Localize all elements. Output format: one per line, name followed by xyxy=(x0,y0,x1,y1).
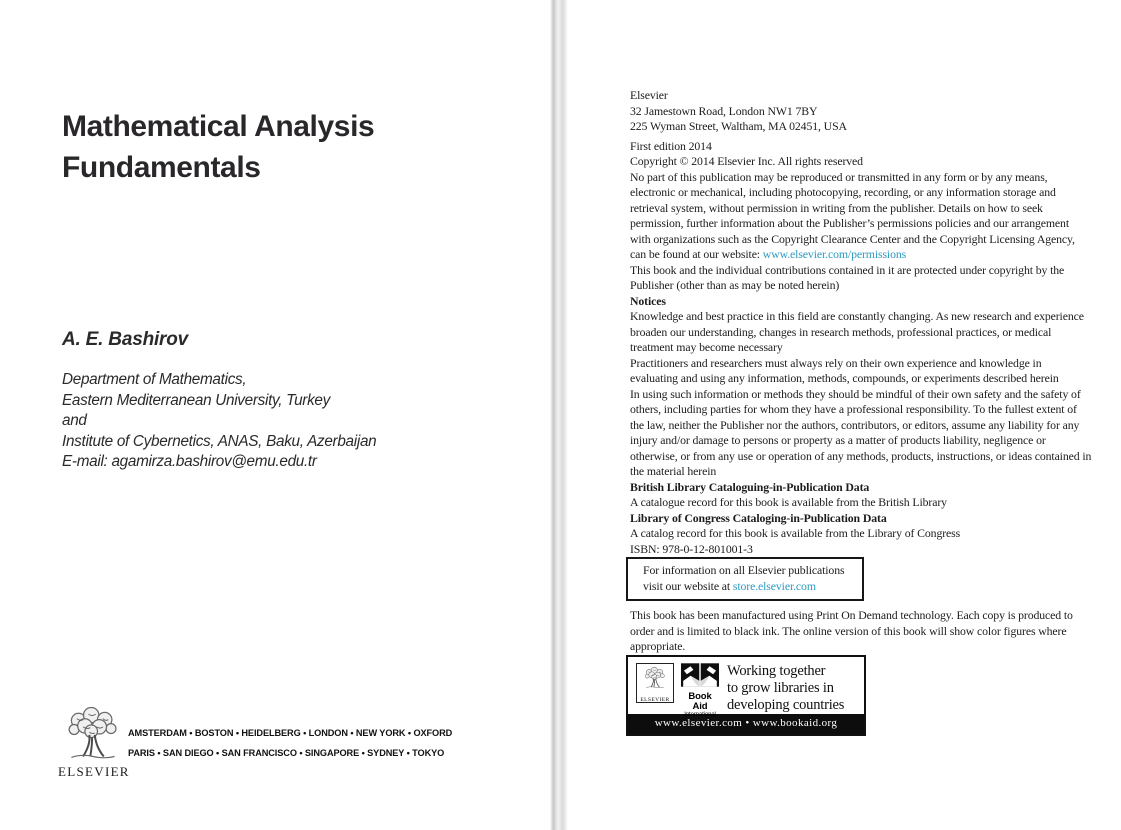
banner-slogan-line1: Working together xyxy=(727,662,826,679)
elsevier-tree-icon xyxy=(62,707,124,761)
info-box-line1: For information on all Elsevier publications xyxy=(643,563,845,577)
bookaid-logo-icon xyxy=(681,663,719,687)
british-library-text: A catalogue record for this book is available from the British Library xyxy=(630,495,947,509)
info-box-line2 xyxy=(643,579,854,595)
copyright-page xyxy=(630,88,1092,736)
author-name: A. E. Bashirov xyxy=(62,329,189,350)
author-email: E-mail: agamirza.bashirov@emu.edu.tr xyxy=(62,453,317,471)
address-line: 32 Jamestown Road, London NW1 7BY xyxy=(630,103,818,118)
affiliation-line: Institute of Cybernetics, ANAS, Baku, Azerbaijan xyxy=(62,432,377,450)
publisher-address xyxy=(630,88,1092,135)
safety-paragraph: In using such information or methods they should be mindful of their own safety and the safety of others, including parties for whom they have a professional responsibility. To the fullest extent of the law, neither the Publisher nor the authors, contributors, or editors, assume any liability for any injury and/or damage to persons or property as a matter of products liability, negligence or otherwise, or from any use or operation of any methods, products, instructions, or ideas contained in the material herein xyxy=(630,386,1092,478)
print-on-demand-note: This book has been manufactured using Print On Demand technology. Each copy is produced to order and is limited to black ink. The online version of this book will show color figures where appropriate. xyxy=(630,608,1073,653)
bookaid-banner-row xyxy=(628,657,864,714)
publisher-cities xyxy=(128,723,452,763)
bookaid-banner xyxy=(626,655,866,737)
author-block xyxy=(62,329,376,473)
page-gutter xyxy=(550,0,568,830)
info-box-line2-text: visit our website at xyxy=(643,578,733,593)
banner-slogan-line2: to grow libraries in xyxy=(727,679,834,696)
bookaid-elsevier-logo xyxy=(636,663,674,703)
isbn: ISBN: 978-0-12-801001-3 xyxy=(630,541,753,556)
permissions-link[interactable]: www.elsevier.com/permissions xyxy=(762,247,907,261)
elsevier-tree-icon xyxy=(643,667,667,689)
author-affiliation xyxy=(62,370,376,473)
book-title-line1: Mathematical Analysis xyxy=(62,110,375,143)
book-title xyxy=(62,106,374,188)
bookaid-name: Book Aid xyxy=(688,691,712,712)
copyright-notice: Copyright © 2014 Elsevier Inc. All rights reserved xyxy=(630,154,863,168)
publisher-cities-line2: PARIS • SAN DIEGO • SAN FRANCISCO • SINGAPORE • SYDNEY • TOKYO xyxy=(128,748,445,758)
affiliation-line: Eastern Mediterranean University, Turkey xyxy=(62,391,330,409)
copyright-protection-note: This book and the individual contributions contained in it are protected under copyright by the Publisher (other than as may be noted herein) xyxy=(630,262,1065,292)
affiliation-line: Department of Mathematics, xyxy=(62,371,247,388)
address-line: Elsevier xyxy=(630,88,668,102)
notices-paragraph: Knowledge and best practice in this field are constantly changing. As new research and experience broaden our understanding, changes in research methods, professional practices, or medical treatment may become necessary xyxy=(630,309,1084,354)
publisher-cities-line1: AMSTERDAM • BOSTON • HEIDELBERG • LONDON • NEW YORK • OXFORD xyxy=(128,728,453,738)
practitioners-paragraph: Practitioners and researchers must always rely on their own experience and knowledge in evaluating and using any information, methods, compounds, or experiments described herein xyxy=(630,355,1059,385)
publications-info-box xyxy=(626,557,864,601)
address-line: 225 Wyman Street, Waltham, MA 02451, USA xyxy=(630,119,847,133)
elsevier-wordmark: ELSEVIER xyxy=(640,697,670,703)
banner-urls: www.elsevier.com • www.bookaid.org xyxy=(628,714,864,735)
permissions-paragraph xyxy=(630,170,1092,263)
library-of-congress-heading: Library of Congress Cataloging-in-Publication Data xyxy=(630,510,887,525)
title-page xyxy=(0,0,550,830)
library-of-congress-text: A catalog record for this book is available from the Library of Congress xyxy=(630,526,961,540)
banner-slogan xyxy=(727,663,844,714)
british-library-heading: British Library Cataloguing-in-Publication Data xyxy=(630,479,870,494)
bookaid-logo xyxy=(680,663,720,720)
affiliation-line: and xyxy=(62,412,87,430)
edition-note: First edition 2014 xyxy=(630,138,712,153)
book-title-line2: Fundamentals xyxy=(62,151,261,184)
store-link[interactable]: store.elsevier.com xyxy=(732,578,816,593)
elsevier-logo xyxy=(58,707,128,780)
permissions-text: No part of this publication may be reproduced or transmitted in any form or by any means, electronic or mechanical, including photocopying, recording, or any information storage and retrieval system, without permission in writing from the publisher. Details on how to seek permission, further information about the Publisher’s permissions policies and our arrangement with organizations such as the Copyright Clearance Center and the Copyright Licensing Agency, can be found at our website: xyxy=(630,169,1075,261)
banner-slogan-line3: developing countries xyxy=(727,696,845,713)
elsevier-wordmark: ELSEVIER xyxy=(58,764,130,779)
notices-heading: Notices xyxy=(630,293,666,308)
